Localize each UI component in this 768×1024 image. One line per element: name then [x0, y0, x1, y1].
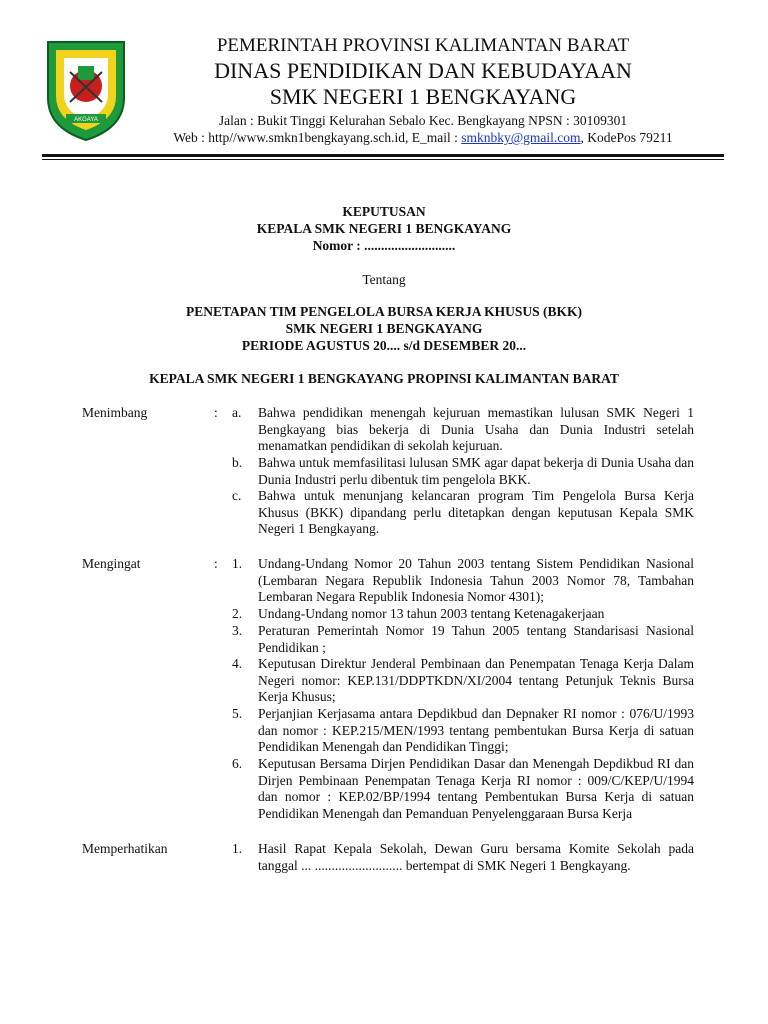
item-marker: 1.: [232, 556, 243, 571]
list-item: [232, 455, 694, 488]
government-name: PEMERINTAH PROVINSI KALIMANTAN BARAT: [216, 35, 630, 56]
decree-subject-2: SMK NEGERI 1 BENGKAYANG: [285, 321, 483, 336]
item-marker: 6.: [232, 756, 243, 771]
header-rule-thick: [42, 154, 724, 157]
item-marker: 4.: [232, 656, 243, 671]
email-link[interactable]: smknbky@gmail.com: [461, 130, 581, 145]
item-text: Bahwa untuk memfasilitasi lulusan SMK agar dapat bekerja di Dunia Usaha dan Dunia Industri perlu dibentuk tim pengelola BKK.: [258, 455, 694, 487]
web-prefix: Web : http//www.smkn1bengkayang.sch.id, E_mail :: [173, 130, 462, 145]
item-text: Hasil Rapat Kepala Sekolah, Dewan Guru bersama Komite Sekolah pada tanggal ... .......................... bertempat di SMK Negeri 1 Bengkayang.: [258, 841, 694, 873]
item-text: Bahwa pendidikan menengah kejuruan memastikan lulusan SMK Negeri 1 Bengkayang bias bekerja di Dunia Usaha dan Dunia Industri setelah menamatkan pendidikan di sekolah kejuruan.: [258, 405, 694, 453]
decree-subject-1: PENETAPAN TIM PENGELOLA BURSA KERJA KHUSUS (BKK): [185, 304, 583, 319]
list-item: [232, 756, 694, 822]
decree-number: Nomor : ...........................: [312, 238, 456, 253]
item-text: Bahwa untuk menunjang kelancaran program Tim Pengelola Bursa Kerja Khusus (BKK) dipandang perlu ditetapkan dengan keputusan Kepala SMK Negeri 1 Bengkayang.: [258, 488, 694, 536]
list-item: [232, 405, 694, 455]
decree-title: KEPUTUSAN: [342, 204, 426, 219]
list-item: [232, 623, 694, 656]
school-address: Jalan : Bukit Tinggi Kelurahan Sebalo Kec. Bengkayang NPSN : 30109301: [218, 113, 628, 128]
item-marker: 2.: [232, 606, 243, 621]
decree-about: Tentang: [362, 272, 406, 287]
decree-issuer: KEPALA SMK NEGERI 1 BENGKAYANG: [256, 221, 512, 236]
department-name: DINAS PENDIDIKAN DAN KEBUDAYAAN: [214, 58, 632, 83]
item-marker: b.: [232, 455, 243, 470]
list-item: [232, 556, 694, 606]
header-rule-thin: [42, 159, 724, 160]
item-text: Undang-Undang Nomor 20 Tahun 2003 tentang Sistem Pendidikan Nasional (Lembaran Negara Republik Indonesia Tahun 2003 Nomor 78, Tambahan Lembaran Negara Republik Indonesia Nomor 4301);: [258, 556, 694, 604]
contact-line: [110, 129, 736, 147]
decree-heading: KEPALA SMK NEGERI 1 BENGKAYANG PROPINSI KALIMANTAN BARAT: [149, 371, 619, 386]
item-marker: 1.: [232, 841, 243, 856]
logo-ribbon-text: AKGAYA: [74, 117, 98, 123]
list-item: [232, 706, 694, 756]
item-marker: 5.: [232, 706, 243, 721]
school-name: SMK NEGERI 1 BENGKAYANG: [269, 84, 577, 109]
item-text: Undang-Undang nomor 13 tahun 2003 tentang Ketenagakerjaan: [258, 606, 605, 621]
item-text: Peraturan Pemerintah Nomor 19 Tahun 2005 tentang Standarisasi Nasional Pendidikan ;: [258, 623, 694, 655]
section-label-menimbang: Menimbang: [82, 405, 148, 420]
list-item: [232, 488, 694, 538]
item-text: Keputusan Bersama Dirjen Pendidikan Dasar dan Menengah Depdikbud RI dan Dirjen Pembinaan Penempatan Tenaga Kerja RI nomor : 009/C/KEP/U/1994 dan nomor : KEP.02/BP/1994 tentang Pembentukan Bursa Kerja di satuan Pendidikan Menengah dan Pemanduan Penyelenggaraan Bursa Kerja: [258, 756, 694, 821]
web-suffix: , KodePos 79211: [580, 130, 673, 145]
section-colon: :: [214, 556, 218, 571]
decree-subject-3: PERIODE AGUSTUS 20.... s/d DESEMBER 20...: [241, 338, 527, 353]
section-colon: :: [214, 405, 218, 420]
list-item: [232, 606, 694, 623]
item-marker: c.: [232, 488, 242, 503]
item-text: Perjanjian Kerjasama antara Depdikbud dan Depnaker RI nomor : 076/U/1993 dan nomor : KEP.215/MEN/1993 tentang pembentukan Bursa Kerja di satuan Pendidikan Menengah dan Pendidikan Tinggi;: [258, 706, 694, 754]
section-label-memperhatikan: Memperhatikan: [82, 841, 168, 856]
section-label-mengingat: Mengingat: [82, 556, 141, 571]
list-item: [232, 656, 694, 706]
letterhead: [110, 34, 736, 147]
item-marker: 3.: [232, 623, 243, 638]
item-marker: a.: [232, 405, 242, 420]
item-text: Keputusan Direktur Jenderal Pembinaan dan Penempatan Tenaga Kerja Dalam Negeri nomor: KEP.131/DDPTKDN/XI/2004 tentang Petunjuk Teknis Bursa Kerja Khusus;: [258, 656, 694, 704]
list-item: [232, 841, 694, 874]
